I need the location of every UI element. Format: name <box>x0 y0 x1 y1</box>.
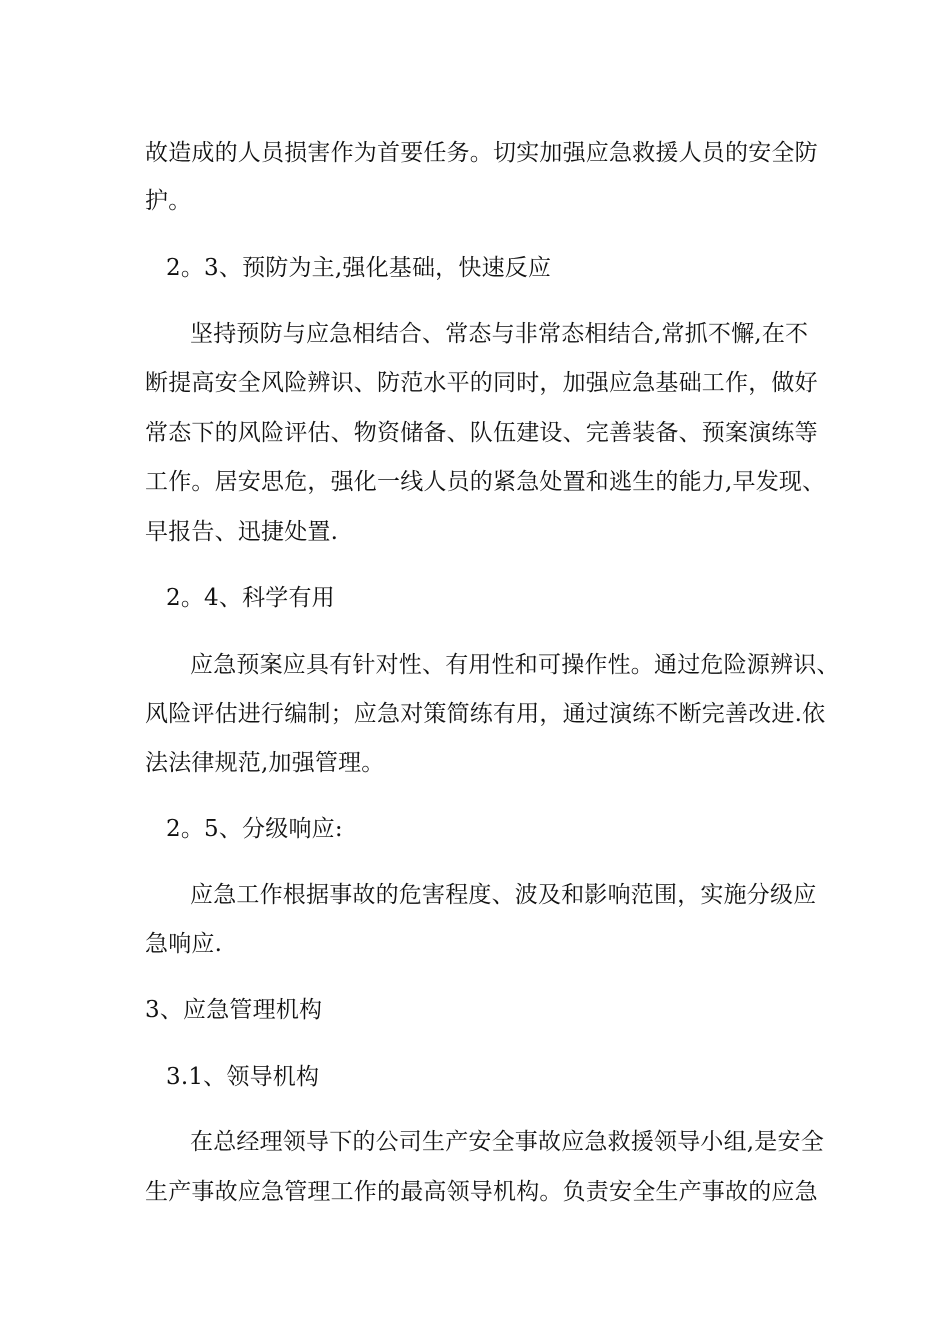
paragraph-line: 应急工作根据事故的危害程度、波及和影响范围，实施分级应 <box>190 882 817 908</box>
section-heading-3: 3、应急管理机构 <box>145 997 323 1023</box>
paragraph-line: 急响应. <box>145 931 223 957</box>
paragraph-line: 法法律规范,加强管理。 <box>145 750 385 776</box>
section-heading-2-4: 2。4、科学有用 <box>166 585 335 611</box>
paragraph-line: 护。 <box>145 188 192 214</box>
section-heading-3-1: 3.1、领导机构 <box>166 1064 320 1090</box>
paragraph-line: 工作。居安思危，强化一线人员的紧急处置和逃生的能力,早发现、 <box>145 469 826 495</box>
paragraph-line: 生产事故应急管理工作的最高领导机构。负责安全生产事故的应急 <box>145 1179 818 1205</box>
section-heading-2-5: 2。5、分级响应: <box>166 816 343 842</box>
paragraph-line: 故造成的人员损害作为首要任务。切实加强应急救援人员的安全防 <box>145 140 818 166</box>
paragraph-line: 断提高安全风险辨识、防范水平的同时，加强应急基础工作，做好 <box>145 370 818 396</box>
section-heading-2-3: 2。3、预防为主,强化基础，快速反应 <box>166 255 552 281</box>
paragraph-line: 常态下的风险评估、物资储备、队伍建设、完善装备、预案演练等 <box>145 420 818 446</box>
paragraph-line: 在总经理领导下的公司生产安全事故应急救援领导小组,是安全 <box>190 1129 824 1155</box>
paragraph-line: 风险评估进行编制；应急对策简练有用，通过演练不断完善改进.依 <box>145 701 826 727</box>
paragraph-line: 应急预案应具有针对性、有用性和可操作性。通过危险源辨识、 <box>190 652 840 678</box>
paragraph-line: 坚持预防与应急相结合、常态与非常态相结合,常抓不懈,在不 <box>190 321 809 347</box>
paragraph-line: 早报告、迅捷处置. <box>145 519 339 545</box>
